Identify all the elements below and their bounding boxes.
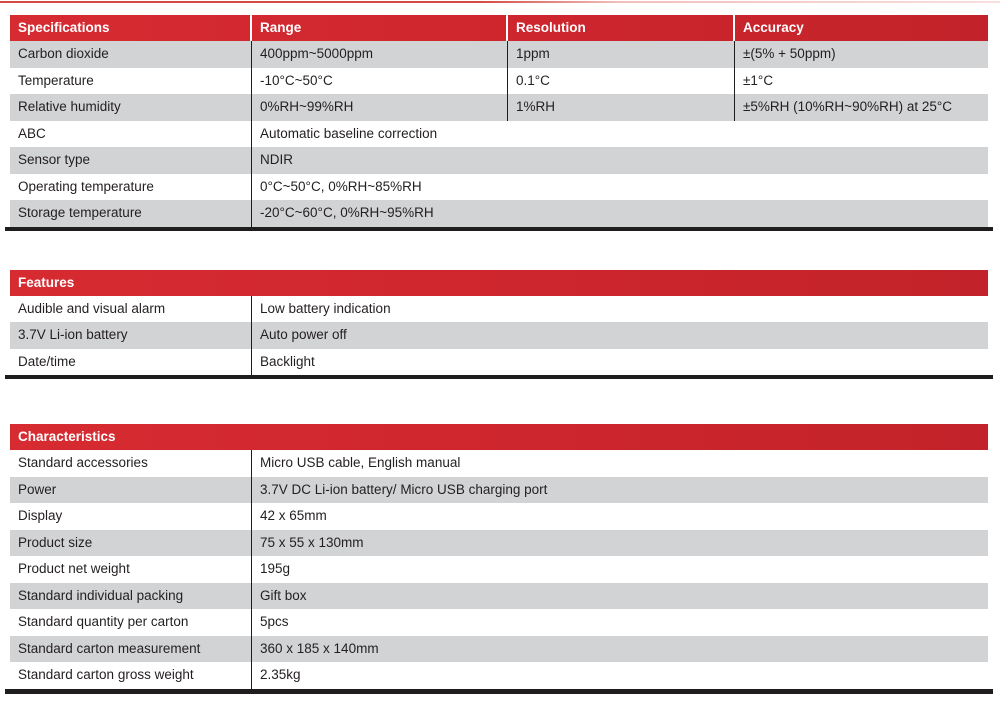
feature-value-cell: Backlight [260, 353, 315, 369]
table-row [10, 147, 988, 174]
characteristic-value-cell: 42 x 65mm [260, 508, 327, 523]
spec-name-cell: Storage temperature [10, 200, 252, 227]
spec-accuracy-cell: ±1°C [743, 72, 774, 88]
feature-name-cell: 3.7V Li-ion battery [10, 322, 252, 349]
spec-name-cell: Operating temperature [10, 174, 252, 201]
table-row [10, 636, 988, 663]
table-row [10, 41, 988, 68]
feature-name-cell: Audible and visual alarm [10, 296, 252, 323]
spec-resolution-cell: 0.1°C [508, 68, 735, 95]
spec-value-cell: 0°C~50°C, 0%RH~85%RH [260, 178, 422, 194]
column-header-resolution: Resolution [508, 15, 735, 41]
characteristic-value-cell: 3.7V DC Li-ion battery/ Micro USB charging port [260, 481, 548, 497]
characteristic-name-cell: Display [10, 503, 252, 530]
feature-value-cell: Auto power off [260, 327, 347, 342]
characteristic-value-cell: Gift box [260, 587, 307, 603]
characteristic-name-cell: Power [10, 477, 252, 504]
spec-name-cell: Temperature [10, 68, 252, 95]
spec-range-cell: 400ppm~5000ppm [252, 41, 508, 68]
table-row [10, 322, 988, 349]
characteristics-rows [10, 450, 988, 689]
table-row [10, 609, 988, 636]
spec-value-cell: -20°C~60°C, 0%RH~95%RH [260, 205, 434, 220]
table-row [10, 121, 988, 148]
characteristic-name-cell: Standard individual packing [10, 583, 252, 610]
spec-name-cell: Relative humidity [10, 94, 252, 121]
spec-accuracy-cell: ±5%RH (10%RH~90%RH) at 25°C [743, 99, 953, 114]
characteristic-value-cell: Micro USB cable, English manual [260, 455, 461, 470]
table-row [10, 174, 988, 201]
top-red-hairline [0, 1, 1000, 3]
table-row [10, 94, 988, 121]
table-row [10, 200, 988, 227]
characteristics-table [10, 424, 988, 694]
characteristic-value-cell: 75 x 55 x 130mm [260, 534, 364, 550]
table-row [10, 503, 988, 530]
column-header-specifications: Specifications [10, 15, 252, 41]
table-bottom-rule [5, 689, 993, 694]
characteristic-name-cell: Standard quantity per carton [10, 609, 252, 636]
column-header-range: Range [252, 15, 508, 41]
spec-name-cell: Sensor type [10, 147, 252, 174]
spec-accuracy-cell: ±(5% + 50ppm) [743, 46, 836, 61]
table-row [10, 296, 988, 323]
characteristic-name-cell: Standard carton measurement [10, 636, 252, 663]
table-row [10, 530, 988, 557]
table-row [10, 349, 988, 376]
characteristic-name-cell: Product net weight [10, 556, 252, 583]
characteristic-name-cell: Standard carton gross weight [10, 662, 252, 689]
spec-name-cell: ABC [10, 121, 252, 148]
features-table [10, 270, 988, 380]
table-bottom-rule [5, 375, 993, 379]
characteristic-value-cell: 195g [260, 561, 291, 576]
table-row [10, 450, 988, 477]
table-row [10, 556, 988, 583]
spec-value-cell: Automatic baseline correction [260, 125, 438, 141]
characteristic-name-cell: Standard accessories [10, 450, 252, 477]
table-row [10, 583, 988, 610]
spec-range-cell: 0%RH~99%RH [252, 94, 508, 121]
features-header: Features [18, 274, 75, 290]
characteristics-header: Characteristics [18, 429, 116, 444]
specifications-table [10, 15, 988, 231]
feature-name-cell: Date/time [10, 349, 252, 376]
feature-value-cell: Low battery indication [260, 300, 391, 316]
specifications-measurement-rows [10, 41, 988, 121]
spec-resolution-cell: 1ppm [508, 41, 735, 68]
spec-range-cell: -10°C~50°C [252, 68, 508, 95]
features-rows [10, 296, 988, 376]
column-header-accuracy: Accuracy [743, 20, 804, 35]
characteristic-value-cell: 2.35kg [260, 667, 301, 682]
table-row [10, 477, 988, 504]
specifications-detail-rows [10, 121, 988, 227]
spec-value-cell: NDIR [260, 152, 293, 167]
specifications-header-row [10, 15, 988, 41]
features-header-row [10, 270, 988, 296]
table-row [10, 662, 988, 689]
characteristic-value-cell: 360 x 185 x 140mm [260, 640, 379, 656]
table-bottom-rule [5, 227, 993, 231]
characteristic-name-cell: Product size [10, 530, 252, 557]
characteristics-header-row [10, 424, 988, 450]
spec-resolution-cell: 1%RH [508, 94, 735, 121]
spec-name-cell: Carbon dioxide [10, 41, 252, 68]
characteristic-value-cell: 5pcs [260, 614, 289, 629]
table-row [10, 68, 988, 95]
